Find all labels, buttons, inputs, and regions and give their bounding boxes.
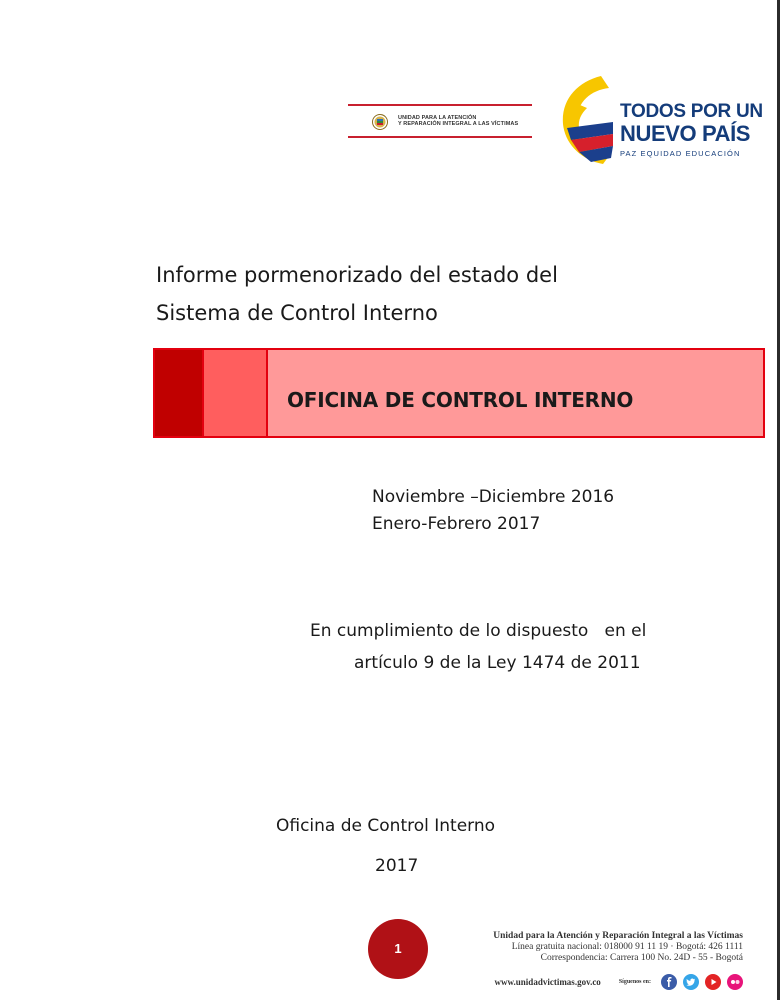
logo-rule-top: [348, 104, 532, 106]
unidad-victimas-logo: [348, 104, 532, 138]
banner-block-mid: [202, 350, 268, 436]
twitter-icon[interactable]: [683, 974, 699, 990]
todos-por-un-nuevo-pais-logo: [557, 74, 763, 168]
office-banner: [153, 348, 765, 438]
colombia-seal-icon: [372, 114, 388, 130]
signature-year: 2017: [375, 856, 419, 876]
footer-org-name: Unidad para la Atención y Reparación Integral a las Víctimas: [493, 931, 743, 941]
flickr-icon[interactable]: [727, 974, 743, 990]
page-footer: [493, 930, 743, 991]
footer-address: Correspondencia: Carrera 100 No. 24D - 55 - Bogotá: [540, 953, 743, 963]
report-title-line1: Informe pormenorizado del estado del: [156, 263, 558, 287]
legal-basis-line2: artículo 9 de la Ley 1474 de 2011: [354, 653, 641, 673]
facebook-icon[interactable]: [661, 974, 677, 990]
period-line1: Noviembre –Diciembre 2016: [372, 487, 615, 507]
footer-website-link[interactable]: www.unidadvictimas.gov.co: [494, 977, 601, 988]
report-title: [156, 256, 558, 332]
gov-logo-tagline: PAZ EQUIDAD EDUCACIÓN: [620, 149, 741, 158]
logo-rule-bottom: [348, 136, 532, 138]
colombia-flag-mark-icon: [557, 74, 625, 168]
legal-basis-line1: En cumplimiento de lo dispuesto en el: [310, 621, 647, 641]
unit-logo-line2: Y REPARACIÓN INTEGRAL A LAS VÍCTIMAS: [398, 121, 519, 127]
banner-title: OFICINA DE CONTROL INTERNO: [287, 388, 634, 412]
report-title-line2: Sistema de Control Interno: [156, 301, 438, 325]
page-number-badge: 1: [368, 919, 428, 979]
period-line2: Enero-Febrero 2017: [372, 514, 541, 534]
footer-phone: Línea gratuita nacional: 018000 91 11 19 · Bogotá: 426 1111: [511, 942, 743, 952]
report-periods: [372, 484, 614, 538]
gov-logo-line1: TODOS POR UN: [620, 101, 763, 122]
unit-logo-line1: UNIDAD PARA LA ATENCIÓN: [398, 115, 477, 121]
gov-logo-line2: NUEVO PAÍS: [620, 121, 751, 146]
signature-office: Oficina de Control Interno: [276, 816, 496, 836]
footer-follow-label: Síguenos en:: [618, 979, 651, 986]
youtube-icon[interactable]: [705, 974, 721, 990]
footer-social-row: [493, 973, 743, 991]
banner-block-dark: [155, 350, 202, 436]
